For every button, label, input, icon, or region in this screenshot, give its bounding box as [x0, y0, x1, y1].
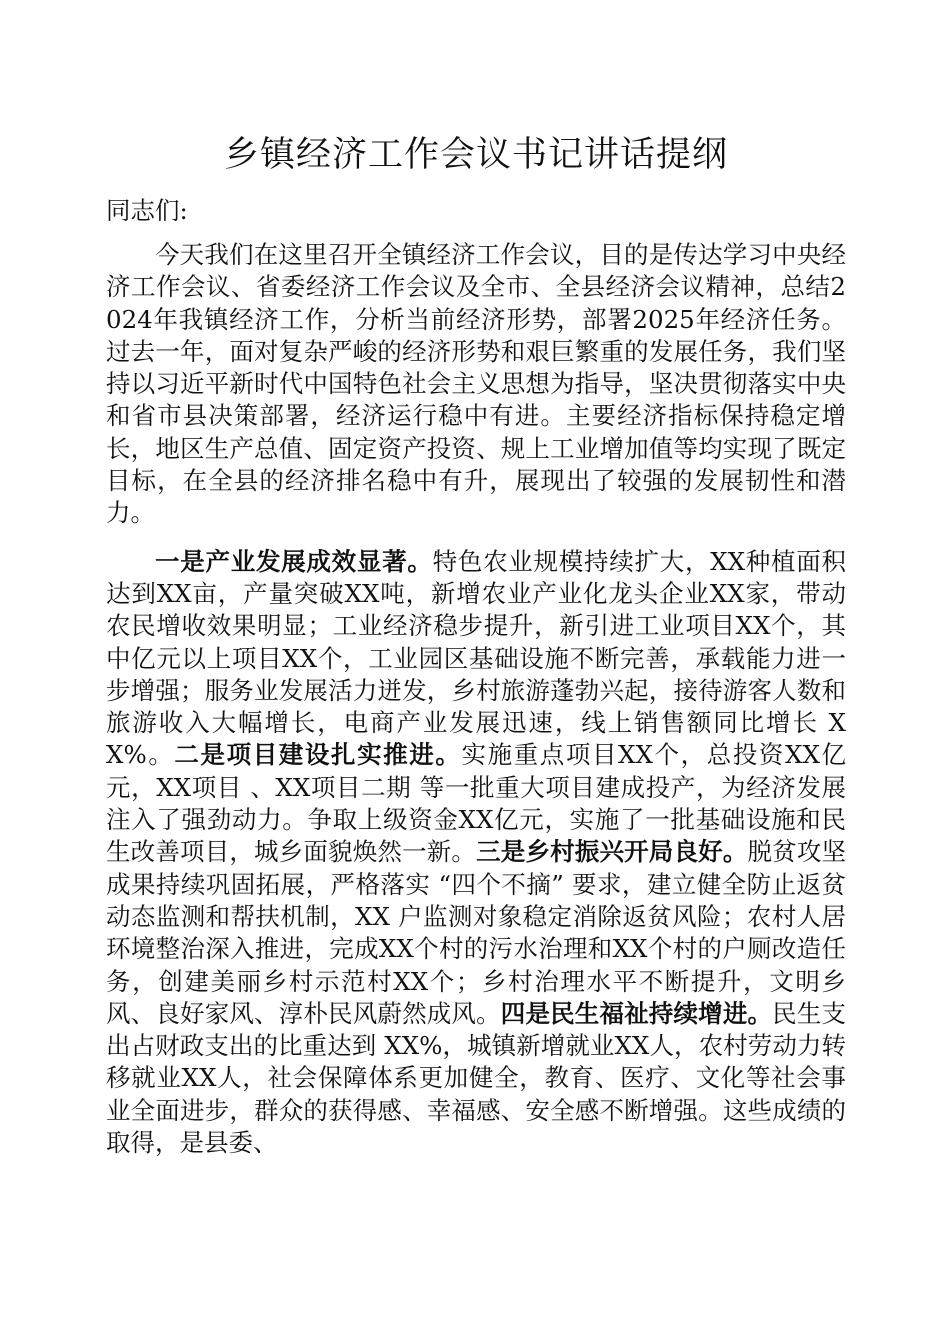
achievement-heading-2: 二是项目建设扎实推进。	[174, 740, 462, 770]
achievement-heading-4: 四是民生福祉持续增进。	[500, 998, 773, 1028]
intro-paragraph: 今天我们在这里召开全镇经济工作会议，目的是传达学习中央经济工作会议、省委经济工作会议及全市、全县经济会议精神，总结2024年我镇经济工作，分析当前经济形势，部署2025年经济任务。过去一年，面对复杂严峻的经济形势和艰巨繁重的发展任务，我们坚持以习近平新时代中国特色社会主义思想为指导，坚决贯彻落实中央和省市县决策部署，经济运行稳中有进。主要经济指标保持稳定增长，地区生产总值、固定资产投资、规上工业增加值等均实现了既定目标，在全县的经济排名稳中有升，展现出了较强的发展韧性和潜力。	[106, 240, 846, 528]
achievements-paragraph	[106, 546, 846, 1160]
achievement-heading-3: 三是乡村振兴开局良好。	[476, 837, 748, 867]
achievement-heading-1: 一是产业发展成效显著。	[155, 546, 433, 576]
document-title: 乡镇经济工作会议书记讲话提纲	[223, 135, 728, 175]
achievement-text-4: 民生支出占财政支出的比重达到 XX%，城镇新增就业XX人，农村劳动力转移就业XX人，社会保障体系更加健全，教育、医疗、文化等社会事业全面进步，群众的获得感、幸福感、安全感不断增强。	[106, 998, 847, 1125]
closing-fragment: 这些成绩的取得，是县委、	[106, 1095, 847, 1158]
achievement-text-1: 特色农业规模持续扩大，XX种植面积达到XX亩，产量突破XX吨，新增农业产业化龙头企业XX家，带动农民增收效果明显；工业经济稳步提升，新引进工业项目XX个，其中亿元以上项目XX个，工业园区基础设施不断完善，承载能力进一步增强；服务业发展活力迸发，乡村旅游蓬勃兴起，接待游客人数和旅游收入大幅增长，电商产业发展迅速，线上销售额同比增长 XX%。	[106, 546, 847, 770]
greeting: 同志们:	[106, 196, 188, 225]
achievement-text-2: 实施重点项目XX个，总投资XX亿元，XX项目 、XX项目二期 等一批重大项目建成投产，为经济发展注入了强劲动力。争取上级资金XX亿元，实施了一批基础设施和民生改善项目，城乡面貌焕然一新。	[106, 740, 846, 867]
achievement-text-3: 脱贫攻坚成果持续巩固拓展，严格落实 “四个不摘” 要求，建立健全防止返贫动态监测和帮扶机制，XX 户监测对象稳定消除返贫风险；农村人居环境整治深入推进，完成XX个村的污水治理和XX个村的户厕改造任务，创建美丽乡村示范村XX个；乡村治理水平不断提升，文明乡风、良好家风、淳朴民风蔚然成风。	[106, 837, 847, 1028]
